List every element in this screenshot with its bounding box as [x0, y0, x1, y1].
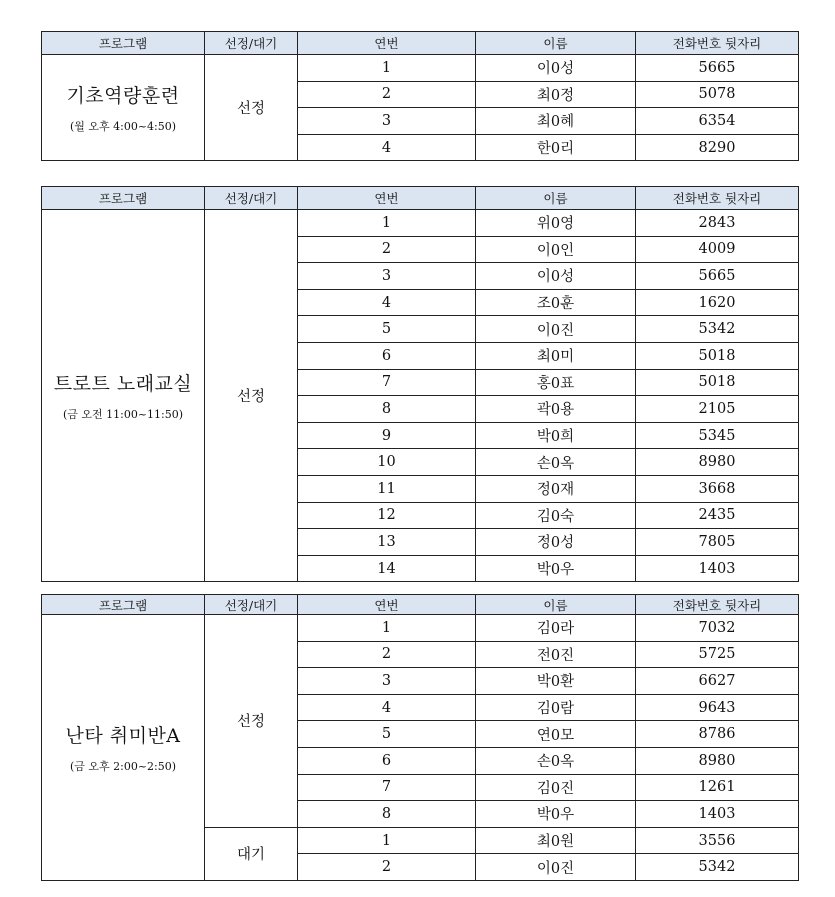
row-number: 14: [298, 555, 476, 582]
row-name: 박0우: [476, 555, 636, 582]
row-phone: 5665: [636, 263, 799, 290]
row-name: 최0원: [476, 827, 636, 854]
status-cell: 선정: [205, 55, 298, 161]
row-phone: 7805: [636, 529, 799, 556]
row-name: 정0재: [476, 475, 636, 502]
row-name: 전0진: [476, 641, 636, 668]
row-phone: 7032: [636, 615, 799, 642]
header-name: 이름: [476, 187, 636, 210]
program-table-trot-singing: [41, 186, 799, 582]
row-phone: 3668: [636, 475, 799, 502]
program-cell: [42, 55, 205, 161]
table-row: [42, 210, 799, 237]
row-phone: 9643: [636, 694, 799, 721]
row-number: 7: [298, 369, 476, 396]
row-phone: 2843: [636, 210, 799, 237]
table-row: [42, 615, 799, 642]
row-phone: 1403: [636, 801, 799, 828]
row-number: 3: [298, 108, 476, 135]
row-number: 13: [298, 529, 476, 556]
header-program: 프로그램: [42, 595, 205, 615]
row-number: 7: [298, 774, 476, 801]
row-phone: 8980: [636, 747, 799, 774]
row-phone: 5018: [636, 369, 799, 396]
row-name: 이0성: [476, 55, 636, 82]
row-phone: 1261: [636, 774, 799, 801]
row-number: 4: [298, 134, 476, 161]
row-number: 10: [298, 449, 476, 476]
row-number: 8: [298, 801, 476, 828]
row-name: 김0람: [476, 694, 636, 721]
header-number: 연번: [298, 32, 476, 55]
row-number: 1: [298, 210, 476, 237]
header-phone: 전화번호 뒷자리: [636, 595, 799, 615]
row-phone: 6627: [636, 668, 799, 695]
row-number: 4: [298, 694, 476, 721]
row-number: 3: [298, 668, 476, 695]
row-number: 3: [298, 263, 476, 290]
row-phone: 4009: [636, 236, 799, 263]
program-cell: [42, 210, 205, 582]
header-number: 연번: [298, 187, 476, 210]
row-name: 위0영: [476, 210, 636, 237]
header-status: 선정/대기: [205, 32, 298, 55]
row-number: 12: [298, 502, 476, 529]
status-cell: 선정: [205, 615, 298, 828]
row-name: 한0리: [476, 134, 636, 161]
row-number: 2: [298, 236, 476, 263]
program-table-nanta-hobby: [41, 594, 799, 881]
row-name: 박0환: [476, 668, 636, 695]
row-name: 최0정: [476, 81, 636, 108]
row-number: 1: [298, 615, 476, 642]
program-name: 기초역량훈련: [66, 85, 180, 108]
row-number: 2: [298, 641, 476, 668]
header-status: 선정/대기: [205, 595, 298, 615]
table-header-row: [42, 32, 799, 55]
header-number: 연번: [298, 595, 476, 615]
table-header-row: [42, 187, 799, 210]
row-name: 박0우: [476, 801, 636, 828]
header-status: 선정/대기: [205, 187, 298, 210]
header-name: 이름: [476, 32, 636, 55]
row-number: 5: [298, 316, 476, 343]
row-number: 9: [298, 422, 476, 449]
row-name: 조0훈: [476, 289, 636, 316]
header-phone: 전화번호 뒷자리: [636, 187, 799, 210]
header-phone: 전화번호 뒷자리: [636, 32, 799, 55]
header-name: 이름: [476, 595, 636, 615]
row-name: 정0성: [476, 529, 636, 556]
row-phone: 8980: [636, 449, 799, 476]
row-name: 박0희: [476, 422, 636, 449]
row-number: 11: [298, 475, 476, 502]
table-row: [42, 55, 799, 82]
row-name: 연0모: [476, 721, 636, 748]
row-number: 2: [298, 81, 476, 108]
status-cell-waitlist: 대기: [205, 827, 298, 880]
row-phone: 1620: [636, 289, 799, 316]
table-header-row: [42, 595, 799, 615]
row-name: 김0라: [476, 615, 636, 642]
row-name: 최0혜: [476, 108, 636, 135]
row-number: 4: [298, 289, 476, 316]
row-name: 손0옥: [476, 747, 636, 774]
row-phone: 1403: [636, 555, 799, 582]
program-cell: [42, 615, 205, 881]
row-name: 김0진: [476, 774, 636, 801]
program-name: 트로트 노래교실: [53, 373, 193, 396]
row-name: 이0진: [476, 316, 636, 343]
row-name: 홍0표: [476, 369, 636, 396]
program-time: (금 오전 11:00~11:50): [62, 408, 184, 422]
row-name: 이0인: [476, 236, 636, 263]
row-phone: 5345: [636, 422, 799, 449]
row-number: 5: [298, 721, 476, 748]
row-name: 손0옥: [476, 449, 636, 476]
row-phone: 5725: [636, 641, 799, 668]
row-phone: 2105: [636, 396, 799, 423]
row-phone: 5665: [636, 55, 799, 82]
row-number: 1: [298, 55, 476, 82]
row-number: 8: [298, 396, 476, 423]
row-phone: 2435: [636, 502, 799, 529]
row-name: 김0숙: [476, 502, 636, 529]
row-phone: 8786: [636, 721, 799, 748]
row-number: 1: [298, 827, 476, 854]
row-phone: 5018: [636, 342, 799, 369]
row-phone: 3556: [636, 827, 799, 854]
row-phone: 5078: [636, 81, 799, 108]
row-phone: 5342: [636, 854, 799, 881]
row-name: 이0진: [476, 854, 636, 881]
row-phone: 6354: [636, 108, 799, 135]
status-cell: 선정: [205, 210, 298, 582]
program-table-basic-skills: [41, 31, 799, 161]
row-phone: 5342: [636, 316, 799, 343]
program-time: (금 오후 2:00~2:50): [69, 759, 177, 773]
header-program: 프로그램: [42, 32, 205, 55]
program-time: (월 오후 4:00~4:50): [69, 120, 177, 134]
program-name: 난타 취미반A: [65, 724, 181, 747]
row-number: 6: [298, 342, 476, 369]
row-name: 곽0용: [476, 396, 636, 423]
row-name: 최0미: [476, 342, 636, 369]
row-name: 이0성: [476, 263, 636, 290]
row-phone: 8290: [636, 134, 799, 161]
row-number: 2: [298, 854, 476, 881]
row-number: 6: [298, 747, 476, 774]
header-program: 프로그램: [42, 187, 205, 210]
